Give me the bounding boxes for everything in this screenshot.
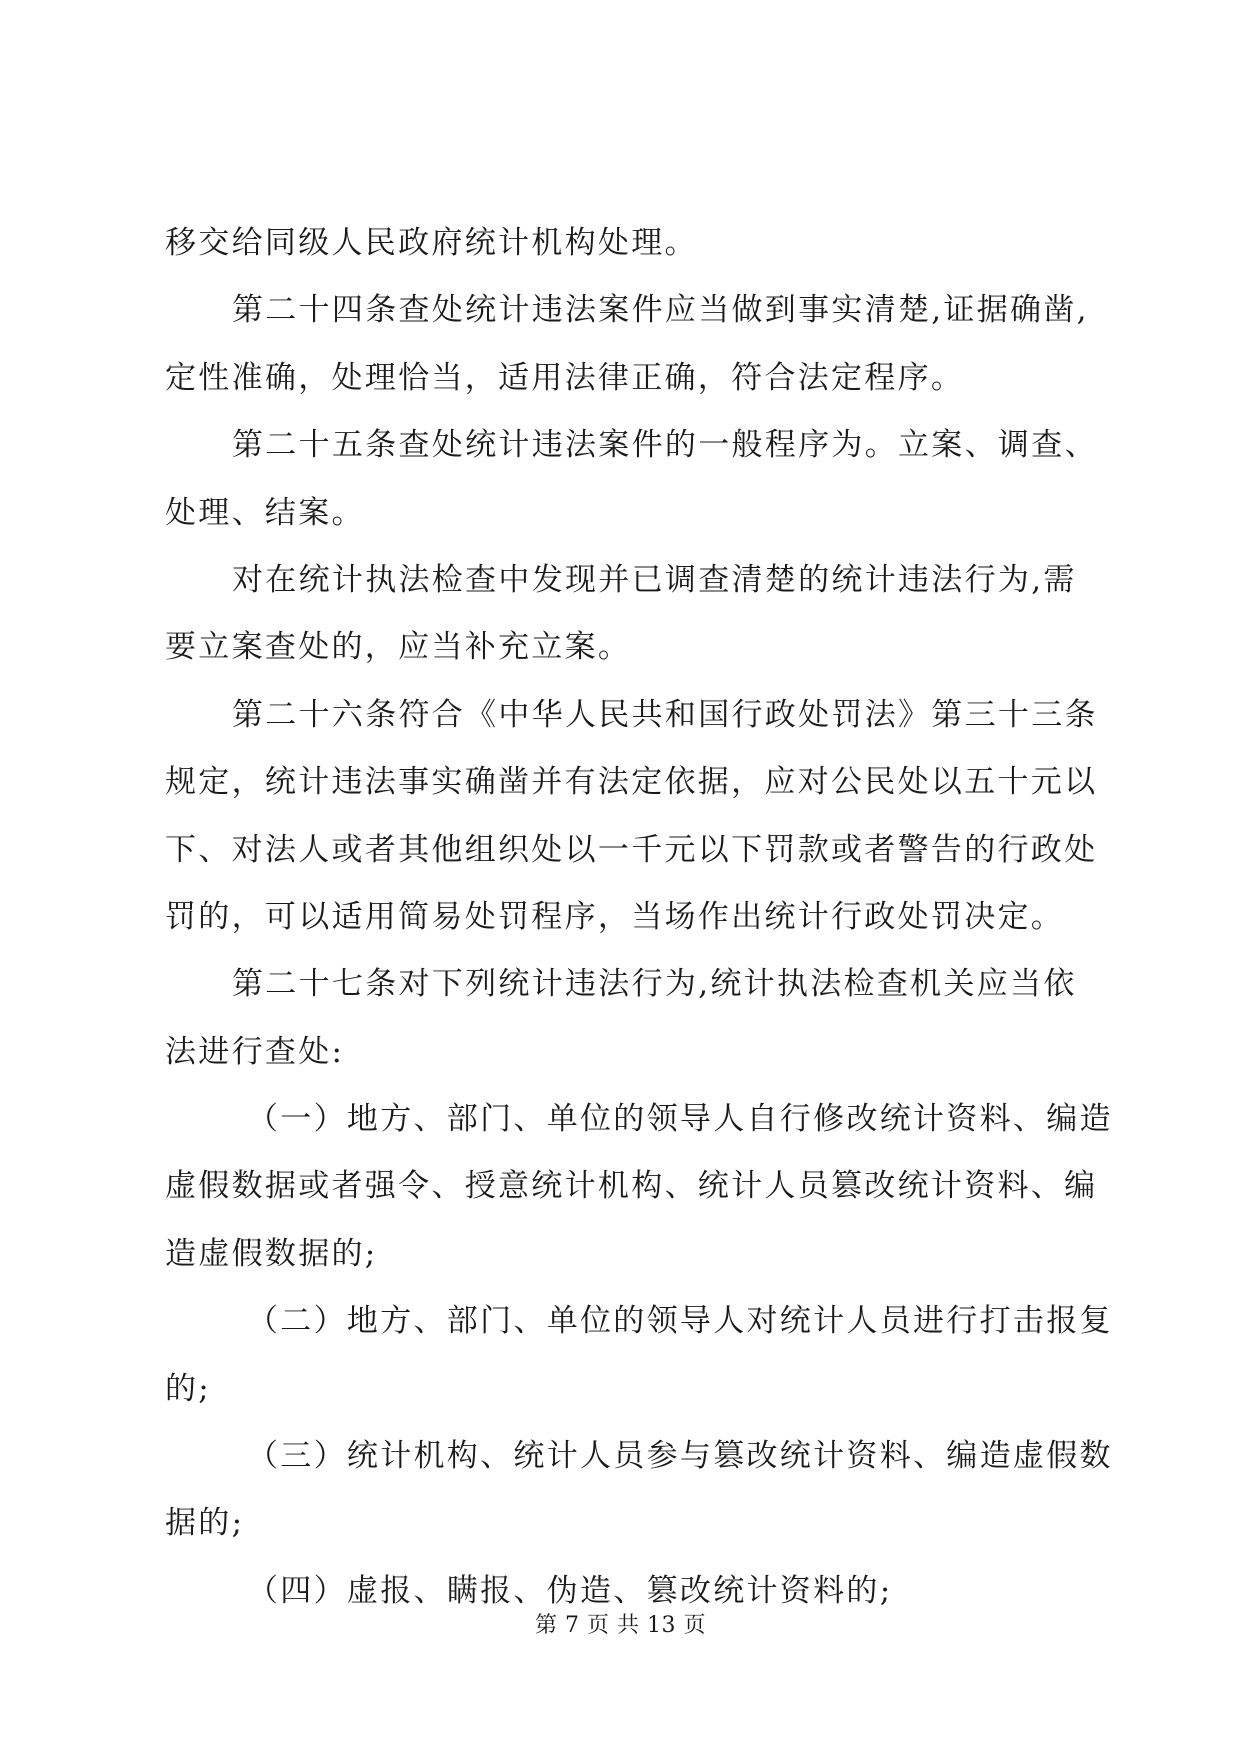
- paragraph-line: 要立案查处的，应当补充立案。: [165, 629, 632, 666]
- page-footer: 第 7 页 共 13 页: [535, 1613, 706, 1638]
- paragraph-line: 第二十四条查处统计违法案件应当做到事实清楚,证据确凿,: [232, 292, 1089, 329]
- paragraph-line: （四）虚报、瞒报、伪造、篡改统计资料的;: [247, 1572, 893, 1609]
- paragraph-line: （一）地方、部门、单位的领导人自行修改统计资料、编造: [247, 1101, 1113, 1138]
- paragraph-line: 处理、结案。: [165, 494, 365, 531]
- paragraph-line: （三）统计机构、统计人员参与篡改统计资料、编造虚假数: [247, 1438, 1113, 1475]
- paragraph-line: 罚的，可以适用简易处罚程序，当场作出统计行政处罚决定。: [165, 898, 1065, 935]
- document-body: [165, 225, 1113, 1641]
- paragraph-line: 定性准确，处理恰当，适用法律正确，符合法定程序。: [165, 359, 965, 396]
- paragraph-line: 对在统计执法检查中发现并已调查清楚的统计违法行为,需: [232, 561, 1077, 598]
- paragraph-line: 第二十六条符合《中华人民共和国行政处罚法》第三十三条: [232, 696, 1098, 733]
- paragraph-line: 造虚假数据的;: [165, 1235, 378, 1272]
- paragraph-line: 第二十七条对下列统计违法行为,统计执法检查机关应当依: [232, 966, 1077, 1003]
- paragraph-line: 规定，统计违法事实确凿并有法定依据，应对公民处以五十元以: [165, 764, 1098, 801]
- paragraph-line: 下、对法人或者其他组织处以一千元以下罚款或者警告的行政处: [165, 831, 1098, 868]
- paragraph-line: 第二十五条查处统计违法案件的一般程序为。立案、调查、: [232, 427, 1098, 464]
- paragraph-line: 的;: [165, 1370, 212, 1407]
- paragraph-line: 虚假数据或者强令、授意统计机构、统计人员篡改统计资料、编: [165, 1168, 1098, 1205]
- paragraph-line: 移交给同级人民政府统计机构处理。: [165, 225, 698, 261]
- paragraph-line: 法进行查处:: [165, 1033, 345, 1070]
- paragraph-line: （二）地方、部门、单位的领导人对统计人员进行打击报复: [247, 1303, 1113, 1340]
- paragraph-line: 据的;: [165, 1505, 245, 1542]
